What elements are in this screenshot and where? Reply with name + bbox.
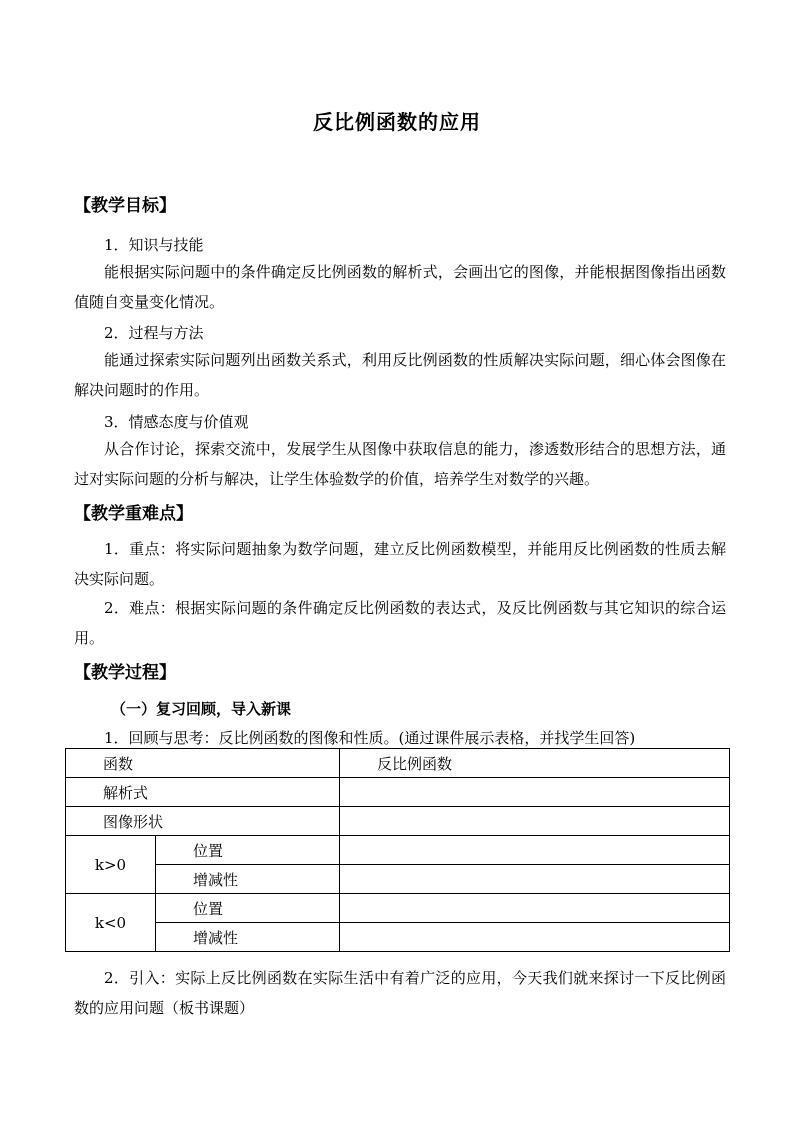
k-negative-label: k<0: [66, 894, 156, 952]
key-points-heading: 【教学重难点】: [74, 504, 193, 524]
row-label-formula: 解析式: [66, 778, 340, 807]
table-row: [66, 778, 730, 807]
header-cell-function: 函数: [66, 749, 340, 778]
table-row: [66, 807, 730, 836]
goal-2-text: 能通过探索实际问题列出函数关系式，利用反比例函数的性质解决实际问题，细心体会图像在解决问题时的作用。: [74, 351, 726, 399]
page-title: 反比例函数的应用: [313, 110, 481, 134]
teaching-process-heading: 【教学过程】: [74, 663, 176, 683]
teaching-goals-heading: 【教学目标】: [74, 196, 176, 216]
row-label-shape: 图像形状: [66, 807, 340, 836]
goal-3-title: 3．情感态度与价值观: [104, 413, 249, 431]
table-row: [66, 865, 730, 894]
row-label-position: 位置: [156, 894, 340, 923]
header-cell-inverse: 反比例函数: [340, 749, 730, 778]
blank-cell: [340, 836, 730, 865]
row-label-position: 位置: [156, 836, 340, 865]
blank-cell: [340, 778, 730, 807]
blank-cell: [340, 807, 730, 836]
table-row: [66, 923, 730, 952]
inverse-function-properties-table: [65, 748, 730, 952]
row-label-monotonicity: 增减性: [156, 923, 340, 952]
blank-cell: [340, 894, 730, 923]
table-row: [66, 836, 730, 865]
goal-3-text: 从合作讨论，探索交流中，发展学生从图像中获取信息的能力，渗透数形结合的思想方法，通过对实际问题的分析与解决，让学生体验数学的价值，培养学生对数学的兴趣。: [74, 440, 726, 488]
blank-cell: [340, 865, 730, 894]
blank-cell: [340, 923, 730, 952]
table-row: [66, 749, 730, 778]
k-positive-label: k>0: [66, 836, 156, 894]
row-label-monotonicity: 增减性: [156, 865, 340, 894]
section-1-heading: （一）复习回顾，导入新课: [111, 700, 292, 718]
goal-2-title: 2．过程与方法: [104, 324, 204, 342]
key-point-2: 2．难点：根据实际问题的条件确定反比例函数的表达式，及反比例函数与其它知识的综合运用。: [74, 599, 726, 647]
table-row: [66, 894, 730, 923]
key-point-1: 1．重点：将实际问题抽象为数学问题，建立反比例函数模型，并能用反比例函数的性质去解决实际问题。: [74, 540, 726, 588]
goal-1-text: 能根据实际问题中的条件确定反比例函数的解析式，会画出它的图像，并能根据图像指出函数值随自变量变化情况。: [74, 263, 726, 311]
step-2-text: 2．引入：实际上反比例函数在实际生活中有着广泛的应用，今天我们就来探讨一下反比例函数的应用问题（板书课题）: [74, 969, 726, 1017]
goal-1-title: 1．知识与技能: [104, 236, 204, 254]
step-1-text: 1．回顾与思考：反比例函数的图像和性质。(通过课件展示表格，并找学生回答): [104, 729, 636, 747]
